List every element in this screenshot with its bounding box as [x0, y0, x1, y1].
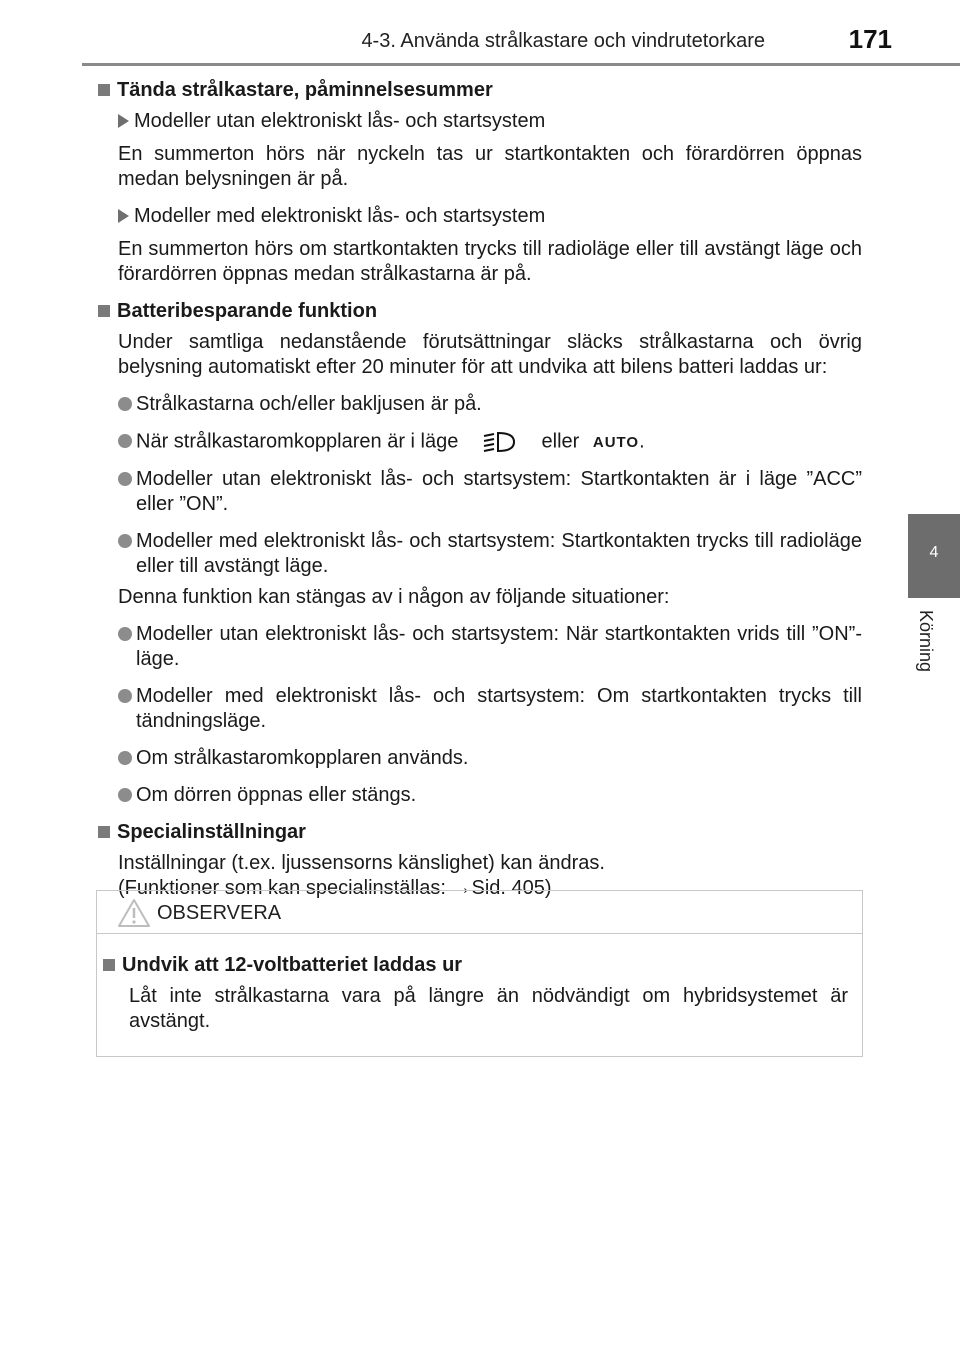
square-bullet-icon — [103, 959, 115, 971]
triangle-bullet-icon — [118, 209, 129, 223]
sub-heading: Modeller utan elektroniskt lås- och startsystem — [118, 109, 862, 134]
circle-bullet-icon — [118, 397, 132, 411]
paragraph: Denna funktion kan stängas av i någon av följande situationer: — [118, 586, 670, 609]
notice-heading: Undvik att 12-voltbatteriet laddas ur — [103, 953, 848, 978]
header-divider — [82, 63, 960, 66]
section-heading: Tända strålkastare, påminnelsesummer — [98, 78, 862, 103]
paragraph: (Funktioner som kan specialinställas: →Sid. 405) — [118, 877, 552, 900]
notice-box — [96, 890, 863, 1057]
square-bullet-icon — [98, 305, 110, 317]
paragraph: Inställningar (t.ex. ljussensorns känslighet) kan ändras. — [118, 852, 605, 875]
notice-title: OBSERVERA — [157, 902, 282, 924]
chapter-tab — [908, 514, 960, 598]
list-item: Modeller med elektroniskt lås- och startsystem: Startkontakten trycks till radioläge eller till avstängt läge. — [118, 529, 862, 579]
circle-bullet-icon — [118, 472, 132, 486]
warning-icon — [117, 898, 151, 928]
chapter-tab-label: Körning — [916, 610, 936, 673]
notice-text: Låt inte strålkastarna vara på längre än nödvändigt om hybridsystemet är avstängt. — [129, 985, 848, 1032]
circle-bullet-icon — [118, 434, 132, 448]
circle-bullet-icon — [118, 627, 132, 641]
page-header — [0, 0, 960, 64]
auto-icon: AUTO — [592, 434, 640, 452]
square-bullet-icon — [98, 84, 110, 96]
list-item: Modeller utan elektroniskt lås- och startsystem: Startkontakten är i läge ”ACC” eller ”ON”. — [118, 467, 862, 517]
main-content — [98, 78, 862, 907]
chapter-tab-number: 4 — [929, 544, 939, 561]
sub-heading: Modeller med elektroniskt lås- och startsystem — [118, 204, 862, 229]
list-item: När strålkastaromkopplaren är i läge eller AUTO. — [118, 429, 862, 455]
circle-bullet-icon — [118, 534, 132, 548]
list-item: Modeller utan elektroniskt lås- och startsystem: När startkontakten vrids till ”ON”-läge. — [118, 622, 862, 672]
square-bullet-icon — [98, 826, 110, 838]
circle-bullet-icon — [118, 751, 132, 765]
paragraph: En summerton hörs om startkontakten trycks till radioläge eller till avstängt läge och förardörren öppnas medan strålkastarna är på. — [118, 238, 862, 285]
page-number: 171 — [848, 24, 892, 54]
list-item: Strålkastarna och/eller bakljusen är på. — [118, 392, 862, 417]
list-item: Om dörren öppnas eller stängs. — [118, 783, 862, 808]
circle-bullet-icon — [118, 689, 132, 703]
section-heading: Specialinställningar — [98, 820, 862, 845]
circle-bullet-icon — [118, 788, 132, 802]
list-item: Om strålkastaromkopplaren används. — [118, 746, 862, 771]
notice-body — [97, 934, 862, 1034]
headlight-icon — [474, 429, 524, 455]
chapter-title: 4-3. Använda strålkastare och vindrutetorkare — [361, 30, 765, 52]
section-heading: Batteribesparande funktion — [98, 299, 862, 324]
paragraph: Under samtliga nedanstående förutsättningar släcks strålkastarna och övrig belysning automatiskt efter 20 minuter för att undvika att bilens batteri laddas ur: — [118, 331, 862, 378]
list-item: Modeller med elektroniskt lås- och startsystem: Om startkontakten trycks till tändningsläge. — [118, 684, 862, 734]
triangle-bullet-icon — [118, 114, 129, 128]
notice-header — [97, 891, 862, 934]
paragraph: En summerton hörs när nyckeln tas ur startkontakten och förardörren öppnas medan belysningen är på. — [118, 143, 862, 190]
